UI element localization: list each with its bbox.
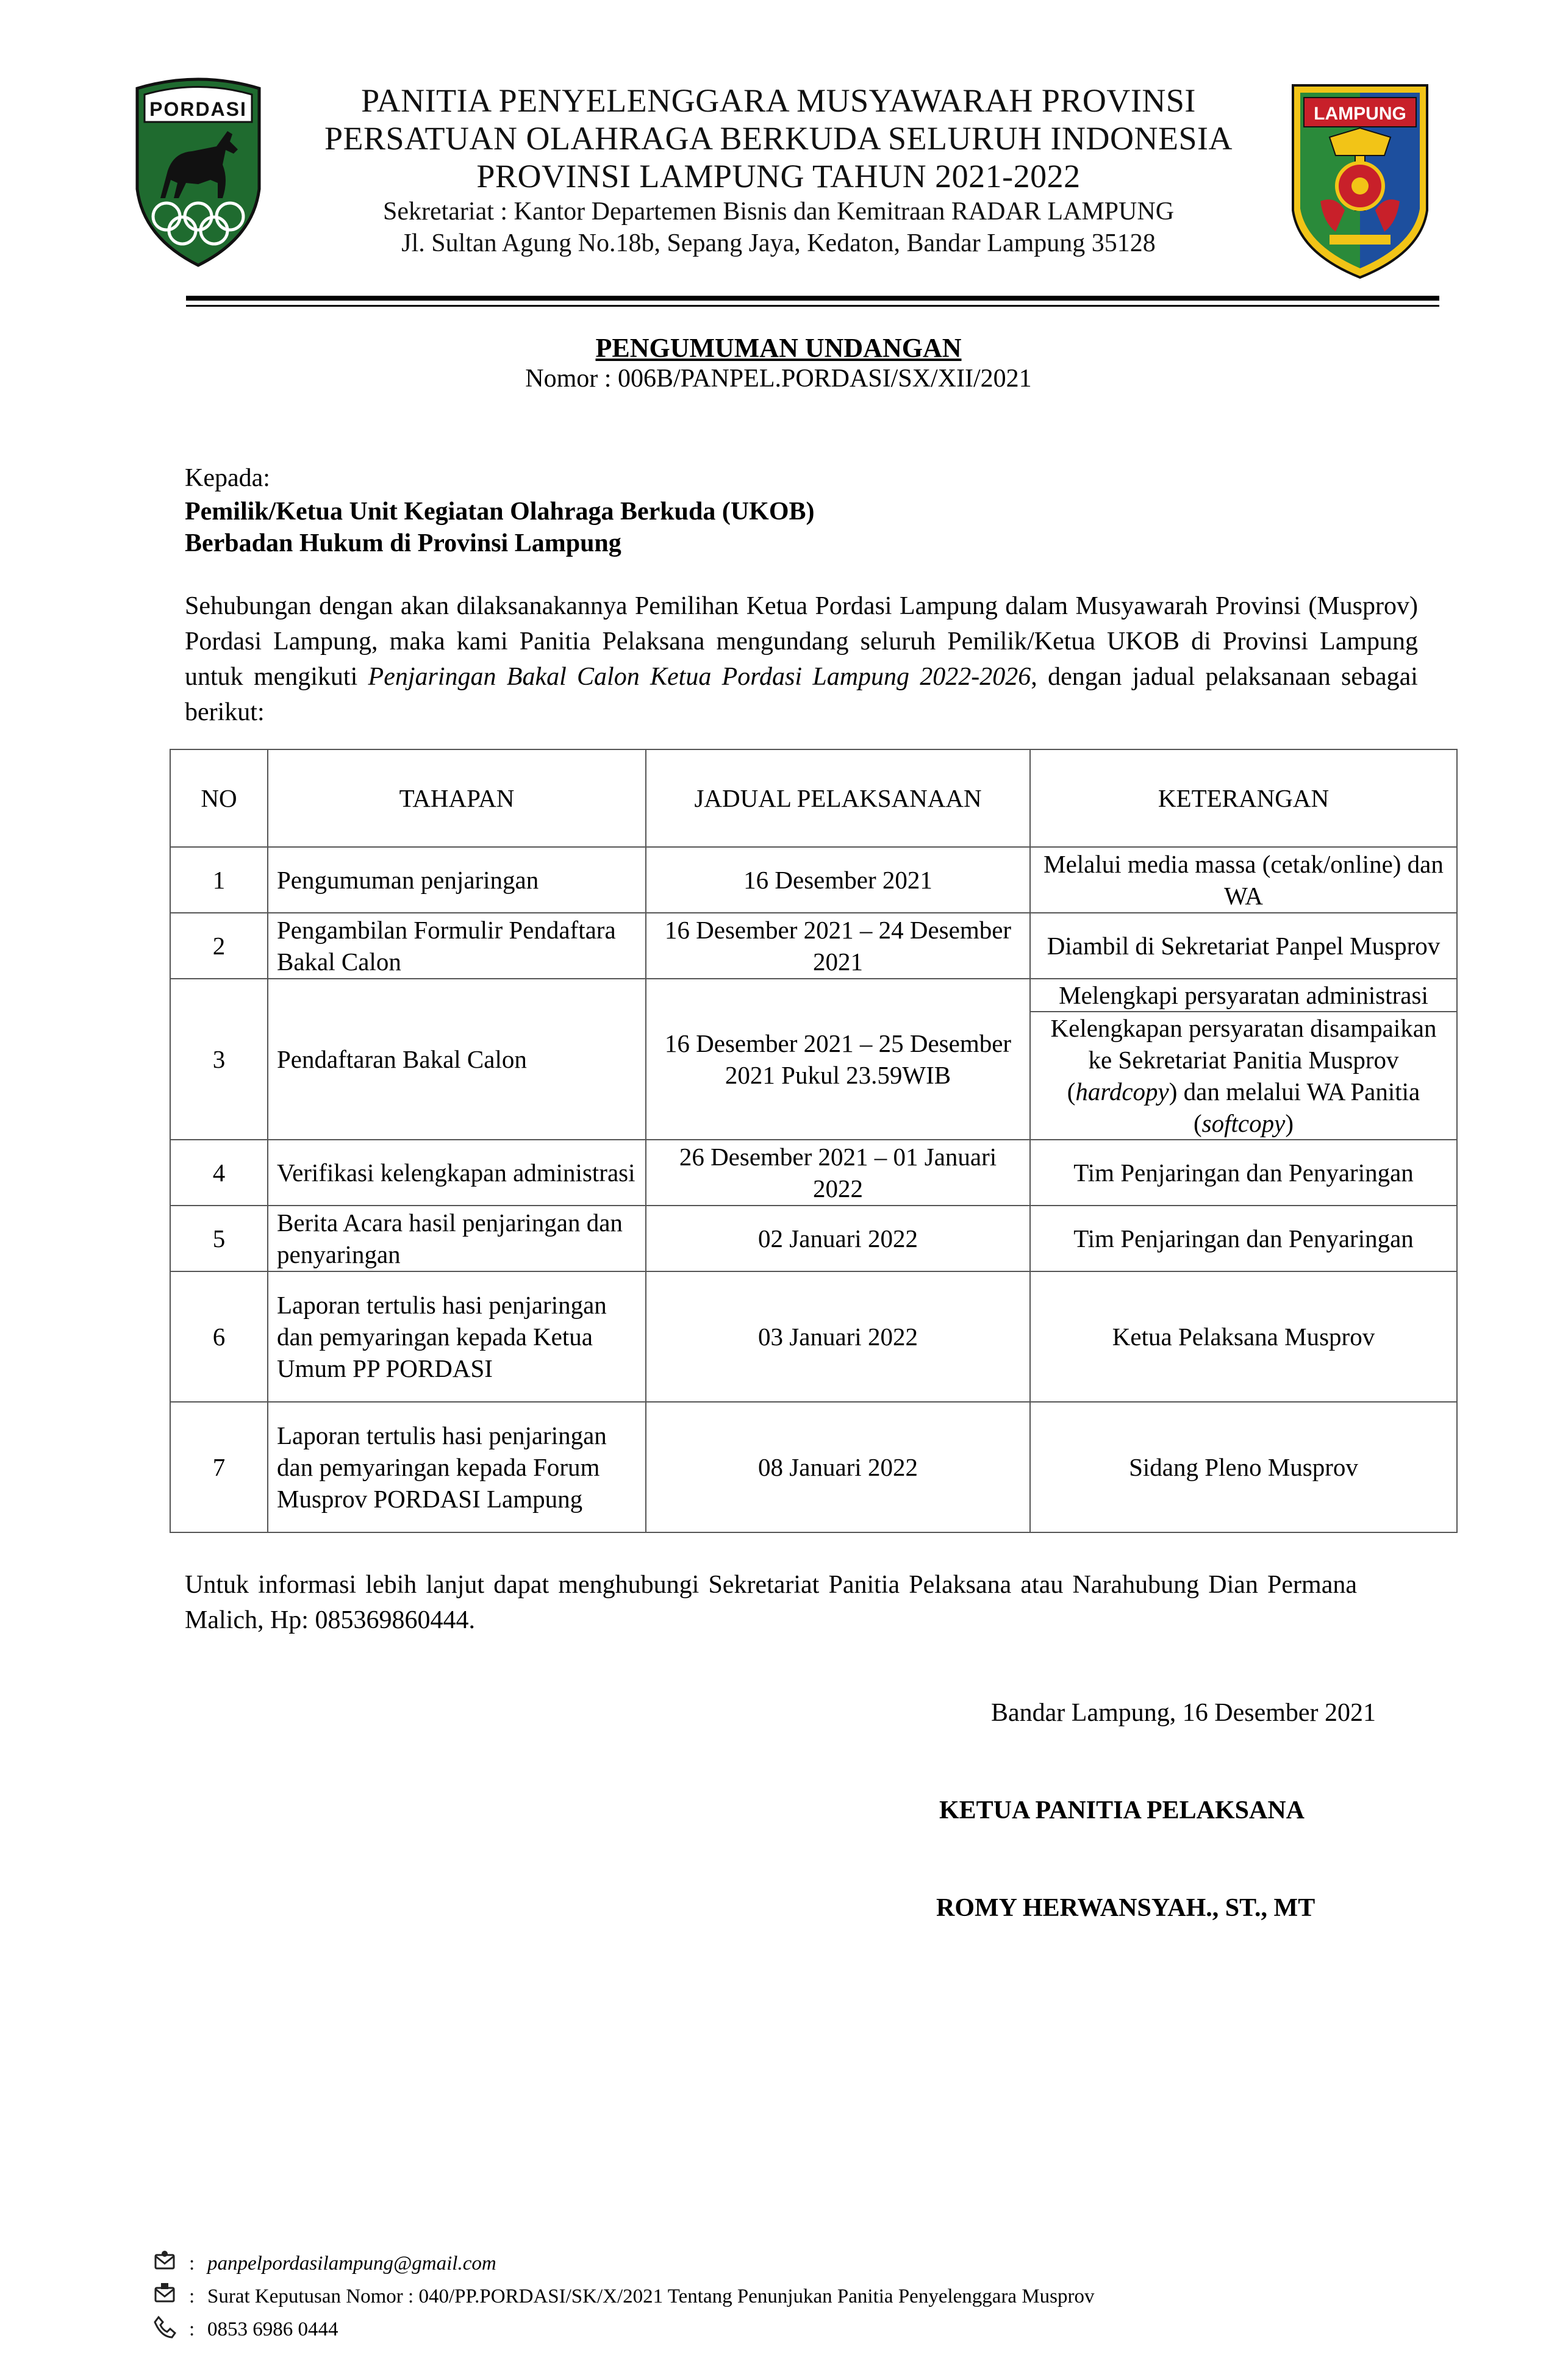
intro-paragraph (185, 588, 1418, 730)
footer-sep-2: : (189, 2285, 195, 2307)
row-keterangan: Tim Penjaringan dan Penyaringan (1030, 1206, 1457, 1271)
row-keterangan-submission (1030, 1012, 1457, 1140)
org-name-line2: PERSATUAN OLAHRAGA BERKUDA SELURUH INDONESIA (324, 120, 1233, 157)
announcement-title: PENGUMUMAN UNDANGAN (595, 333, 962, 363)
footer-phone: 0853 6986 0444 (207, 2318, 338, 2340)
address-line: Jl. Sultan Agung No.18b, Sepang Jaya, Kedaton, Bandar Lampung 35128 (401, 229, 1156, 257)
pordasi-logo-text: PORDASI (149, 98, 247, 120)
keterangan-text-1: Kelengkapan persyaratan disampaikan ke Sekretariat Panitia Musprov ( (1050, 1014, 1437, 1106)
col-header-tahapan: TAHAPAN (268, 749, 646, 847)
table-header-row (170, 749, 1457, 847)
phone-icon (152, 2315, 177, 2342)
secretariat-line: Sekretariat : Kantor Departemen Bisnis dan Kemitraan RADAR LAMPUNG (382, 198, 1175, 226)
header-rule-thick (186, 296, 1439, 301)
row-no: 6 (170, 1271, 268, 1402)
row-tahapan: Laporan tertulis hasi penjaringan dan pemyaringan kepada Forum Musprov PORDASI Lampung (268, 1402, 646, 1532)
row-keterangan-admin: Melengkapi persyaratan administrasi (1030, 979, 1457, 1012)
row-no: 5 (170, 1206, 268, 1271)
row-tahapan: Laporan tertulis hasi penjaringan dan pemyaringan kepada Ketua Umum PP PORDASI (268, 1271, 646, 1402)
table-row (170, 1271, 1457, 1402)
signer-name: ROMY HERWANSYAH., ST., MT (936, 1894, 1315, 1922)
email-icon (152, 2249, 177, 2276)
recipient-to: Kepada: (185, 464, 270, 492)
footer-sep-3: : (189, 2318, 195, 2340)
header-rule-thin (186, 305, 1439, 307)
table-row (170, 913, 1457, 979)
keterangan-text-2: ) dan melalui WA Panitia ( (1169, 1077, 1420, 1137)
row-no: 7 (170, 1402, 268, 1532)
table-row (170, 1206, 1457, 1271)
document-icon (152, 2282, 177, 2309)
lampung-emblem (1287, 79, 1433, 281)
footer-decree: Surat Keputusan Nomor : 040/PP.PORDASI/SK/X/2021 Tentang Penunjukan Panitia Penyelenggara Musprov (207, 2285, 1095, 2307)
keterangan-hardcopy: hardcopy (1075, 1077, 1169, 1106)
org-name-line1: PANITIA PENYELENGGARA MUSYAWARAH PROVINSI (361, 82, 1196, 119)
intro-text-italic: Penjaringan Bakal Calon Ketua Pordasi Lampung 2022-2026 (368, 663, 1031, 691)
row-no: 2 (170, 913, 268, 979)
row-jadual: 16 Desember 2021 – 25 Desember 2021 Pukul 23.59WIB (646, 979, 1030, 1140)
row-jadual: 26 Desember 2021 – 01 Januari 2022 (646, 1140, 1030, 1206)
table-row (170, 1140, 1457, 1206)
row-tahapan: Pengambilan Formulir Pendaftara Bakal Calon (268, 913, 646, 979)
closing-paragraph: Untuk informasi lebih lanjut dapat menghubungi Sekretariat Panitia Pelaksana atau Narahubung Dian Permana Malich, Hp: 085369860444. (185, 1571, 1357, 1634)
row-no: 1 (170, 847, 268, 913)
signer-position: KETUA PANITIA PELAKSANA (939, 1796, 1305, 1824)
row-keterangan: Diambil di Sekretariat Panpel Musprov (1030, 913, 1457, 979)
row-no: 4 (170, 1140, 268, 1206)
row-tahapan: Berita Acara hasil penjaringan dan penyaringan (268, 1206, 646, 1271)
org-name-line3: PROVINSI LAMPUNG TAHUN 2021-2022 (476, 158, 1081, 195)
row-keterangan: Tim Penjaringan dan Penyaringan (1030, 1140, 1457, 1206)
row-jadual: 08 Januari 2022 (646, 1402, 1030, 1532)
row-tahapan: Verifikasi kelengkapan administrasi (268, 1140, 646, 1206)
keterangan-softcopy: softcopy (1201, 1109, 1286, 1137)
row-keterangan: Ketua Pelaksana Musprov (1030, 1271, 1457, 1402)
table-row (170, 979, 1457, 1012)
row-no: 3 (170, 979, 268, 1140)
col-header-keterangan: KETERANGAN (1030, 749, 1457, 847)
lampung-emblem-text: LAMPUNG (1314, 104, 1406, 124)
recipient-line1: Pemilik/Ketua Unit Kegiatan Olahraga Berkuda (UKOB) (185, 498, 815, 526)
footer-sep-1: : (189, 2253, 195, 2275)
table-row (170, 847, 1457, 913)
row-jadual: 03 Januari 2022 (646, 1271, 1030, 1402)
letter-number: Nomor : 006B/PANPEL.PORDASI/SX/XII/2021 (525, 365, 1032, 393)
recipient-line2: Berbadan Hukum di Provinsi Lampung (185, 529, 621, 557)
col-header-no: NO (170, 749, 268, 847)
keterangan-text-3: ) (1285, 1109, 1294, 1137)
footer-email: panpelpordasilampung@gmail.com (207, 2253, 496, 2275)
row-keterangan: Sidang Pleno Musprov (1030, 1402, 1457, 1532)
row-keterangan: Melalui media massa (cetak/online) dan WA (1030, 847, 1457, 913)
intro-text-2: , dengan jadual pelaksanaan sebagai berikut: (185, 663, 1418, 726)
schedule-table (170, 749, 1458, 1533)
place-date: Bandar Lampung, 16 Desember 2021 (991, 1699, 1376, 1727)
table-row (170, 1402, 1457, 1532)
row-jadual: 16 Desember 2021 (646, 847, 1030, 913)
row-jadual: 02 Januari 2022 (646, 1206, 1030, 1271)
row-jadual: 16 Desember 2021 – 24 Desember 2021 (646, 913, 1030, 979)
col-header-jadual: JADUAL PELAKSANAAN (646, 749, 1030, 847)
intro-text-1: Sehubungan dengan akan dilaksanakannya Pemilihan Ketua Pordasi Lampung dalam Musyawarah Provinsi (Musprov) Pordasi Lampung, maka kami Panitia Pelaksana mengundang seluruh Pemilik/Ketua UKOB di Provinsi Lampung untuk mengikuti (185, 592, 1418, 691)
row-tahapan: Pengumuman penjaringan (268, 847, 646, 913)
row-tahapan: Pendaftaran Bakal Calon (268, 979, 646, 1140)
